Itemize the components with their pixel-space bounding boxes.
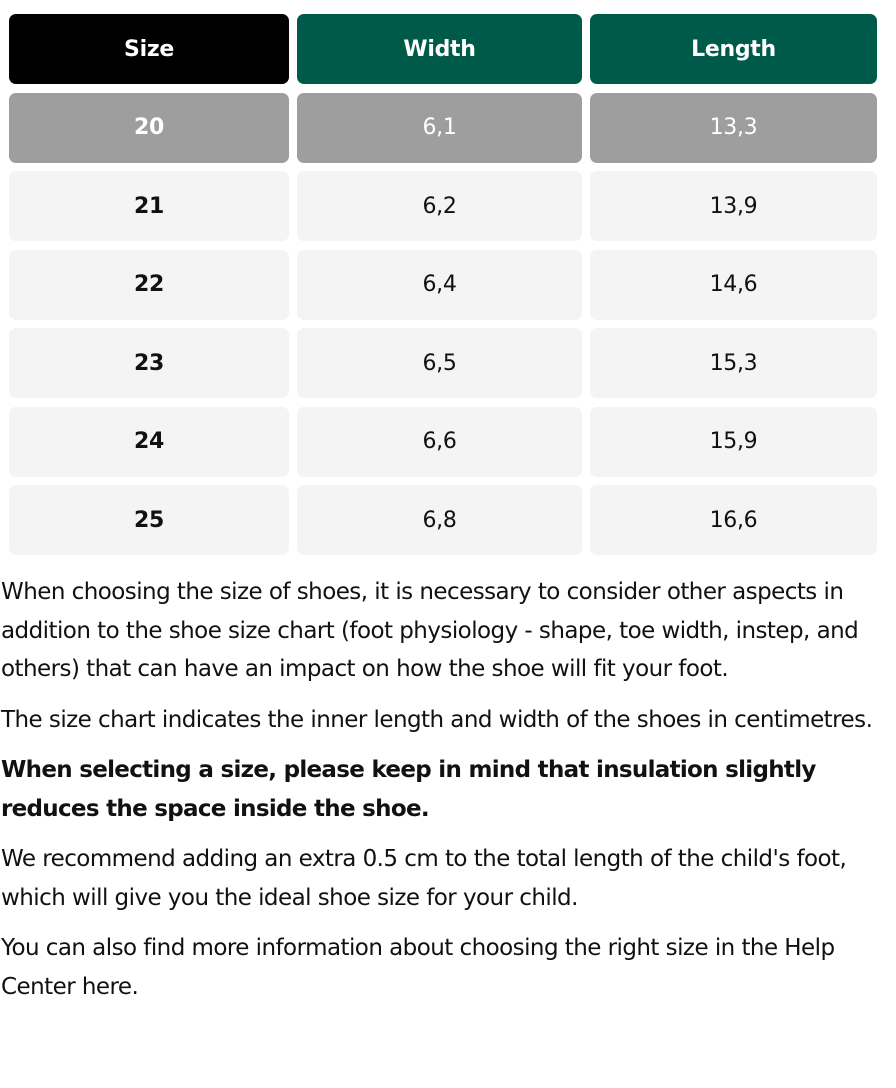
table-row-size-cell[interactable]: 25 [9, 485, 289, 555]
table-row-size-cell[interactable]: 24 [9, 407, 289, 477]
table-row-width-cell[interactable]: 6,1 [297, 93, 582, 163]
table-row-width-cell[interactable]: 6,4 [297, 250, 582, 320]
note-inner-dimensions: The size chart indicates the inner length and width of the shoes in centimetres. [1, 706, 873, 733]
table-row-size-cell[interactable]: 23 [9, 328, 289, 398]
table-row-length-cell[interactable]: 13,9 [590, 171, 877, 241]
table-row-length-cell[interactable]: 16,6 [590, 485, 877, 555]
table-row-width-cell[interactable]: 6,2 [297, 171, 582, 241]
table-row-length-cell[interactable]: 14,6 [590, 250, 877, 320]
header-length: Length [590, 14, 877, 84]
note-extra-length: We recommend adding an extra 0.5 cm to the total length of the child's foot, which will give you the ideal shoe size for your child. [1, 846, 847, 911]
header-width: Width [297, 14, 582, 84]
header-size: Size [9, 14, 289, 84]
note-help-center: You can also find more information about choosing the right size in the Help Center here. [1, 935, 835, 1000]
table-row-width-cell[interactable]: 6,6 [297, 407, 582, 477]
note-foot-physiology: When choosing the size of shoes, it is necessary to consider other aspects in addition to the shoe size chart (foot physiology - shape, toe width, instep, and others) that can have an impact on how the shoe will fit your foot. [1, 579, 859, 682]
table-row-width-cell[interactable]: 6,5 [297, 328, 582, 398]
table-row-size-cell[interactable]: 22 [9, 250, 289, 320]
note-insulation-warning: When selecting a size, please keep in mind that insulation slightly reduces the space inside the shoe. [1, 757, 816, 822]
size-guide-notes [1, 573, 891, 1006]
table-row-width-cell[interactable]: 6,8 [297, 485, 582, 555]
table-row-length-cell[interactable]: 15,9 [590, 407, 877, 477]
table-row-size-cell[interactable]: 20 [9, 93, 289, 163]
table-row-length-cell[interactable]: 15,3 [590, 328, 877, 398]
table-row-length-cell[interactable]: 13,3 [590, 93, 877, 163]
table-row-size-cell[interactable]: 21 [9, 171, 289, 241]
size-chart-table [9, 14, 877, 555]
